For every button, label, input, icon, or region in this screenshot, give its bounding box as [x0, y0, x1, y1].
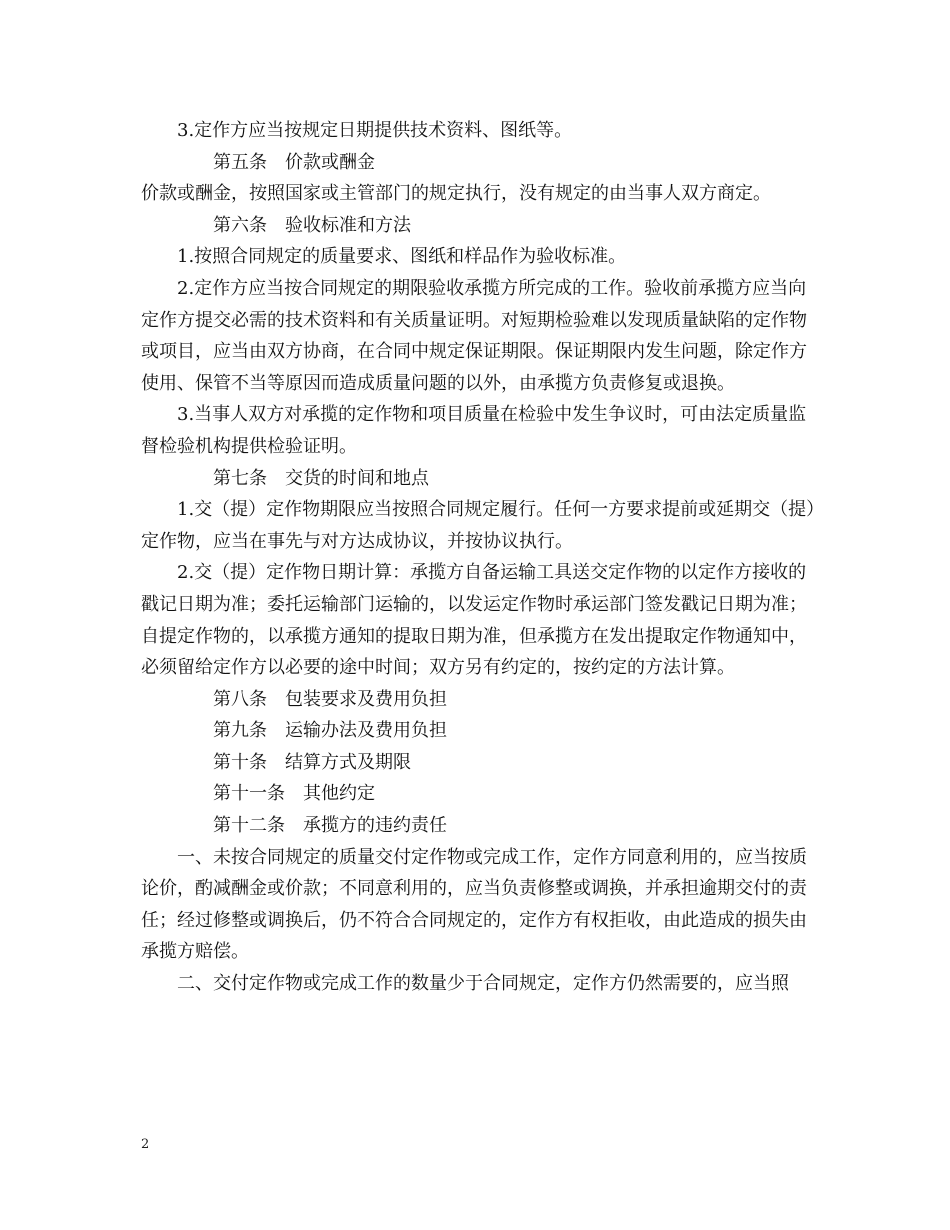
page-number: 2 — [141, 1137, 150, 1152]
article-heading — [141, 210, 821, 242]
article-heading — [141, 778, 821, 810]
article-heading — [141, 147, 821, 179]
article-title: 交货的时间和地点 — [285, 467, 429, 489]
article-heading — [141, 715, 821, 747]
body-paragraph: 3.定作方应当按规定日期提供技术资料、图纸等。 — [177, 120, 573, 141]
article-title: 其他约定 — [303, 783, 375, 805]
body-paragraph: 二、交付定作物或完成工作的数量少于合同规定，定作方仍然需要的，应当照 — [177, 973, 789, 995]
body-paragraph: 2.交（提）定作物日期计算：承揽方自备运输工具送交定作物的以定作方接收的戳记日期为准；委托运输部门运输的，以发运定作物时承运部门签发戳记日期为准；自提定作物的，以承揽方通知的提取日期为准，但承揽方在发出提取定作物通知中，必须留给定作方以必要的途中时间；双方另有约定的，按约定的方法计算。 — [141, 562, 807, 679]
article-number: 第十一条 — [213, 783, 285, 805]
article-number: 第六条 — [213, 214, 267, 236]
article-number: 第十条 — [213, 751, 267, 773]
article-title: 价款或酬金 — [285, 151, 375, 173]
body-paragraph: 3.当事人双方对承揽的定作物和项目质量在检验中发生争议时，可由法定质量监督检验机构提供检验证明。 — [141, 404, 807, 457]
article-heading — [141, 747, 821, 779]
article-heading — [141, 463, 821, 495]
article-title: 结算方式及期限 — [285, 751, 411, 773]
article-title: 运输办法及费用负担 — [285, 720, 447, 742]
body-paragraph: 一、未按合同规定的质量交付定作物或完成工作，定作方同意利用的，应当按质论价，酌减酬金或价款；不同意利用的，应当负责修整或调换，并承担逾期交付的责任；经过修整或调换后，仍不符合合同规定的，定作方有权拒收，由此造成的损失由承揽方赔偿。 — [141, 846, 807, 963]
article-title: 验收标准和方法 — [285, 214, 411, 236]
article-title: 承揽方的违约责任 — [303, 815, 447, 837]
article-number: 第九条 — [213, 720, 267, 742]
article-number: 第五条 — [213, 151, 267, 173]
article-number: 第七条 — [213, 467, 267, 489]
body-paragraph: 2.定作方应当按合同规定的期限验收承揽方所完成的工作。验收前承揽方应当向定作方提交必需的技术资料和有关质量证明。对短期检验难以发现质量缺陷的定作物或项目，应当由双方协商，在合同中规定保证期限。保证期限内发生问题，除定作方使用、保管不当等原因而造成质量问题的以外，由承揽方负责修复或退换。 — [141, 277, 807, 394]
body-paragraph: 价款或酬金，按照国家或主管部门的规定执行，没有规定的由当事人双方商定。 — [141, 183, 771, 205]
body-paragraph: 1.交（提）定作物期限应当按照合同规定履行。任何一方要求提前或延期交（提）定作物，应当在事先与对方达成协议，并按协议执行。 — [141, 499, 816, 552]
article-heading — [141, 810, 821, 842]
article-title: 包装要求及费用负担 — [285, 688, 447, 710]
article-heading — [141, 684, 821, 716]
body-paragraph: 1.按照合同规定的质量要求、图纸和样品作为验收标准。 — [177, 246, 627, 268]
article-number: 第十二条 — [213, 815, 285, 837]
article-number: 第八条 — [213, 688, 267, 710]
document-body — [141, 115, 821, 1000]
